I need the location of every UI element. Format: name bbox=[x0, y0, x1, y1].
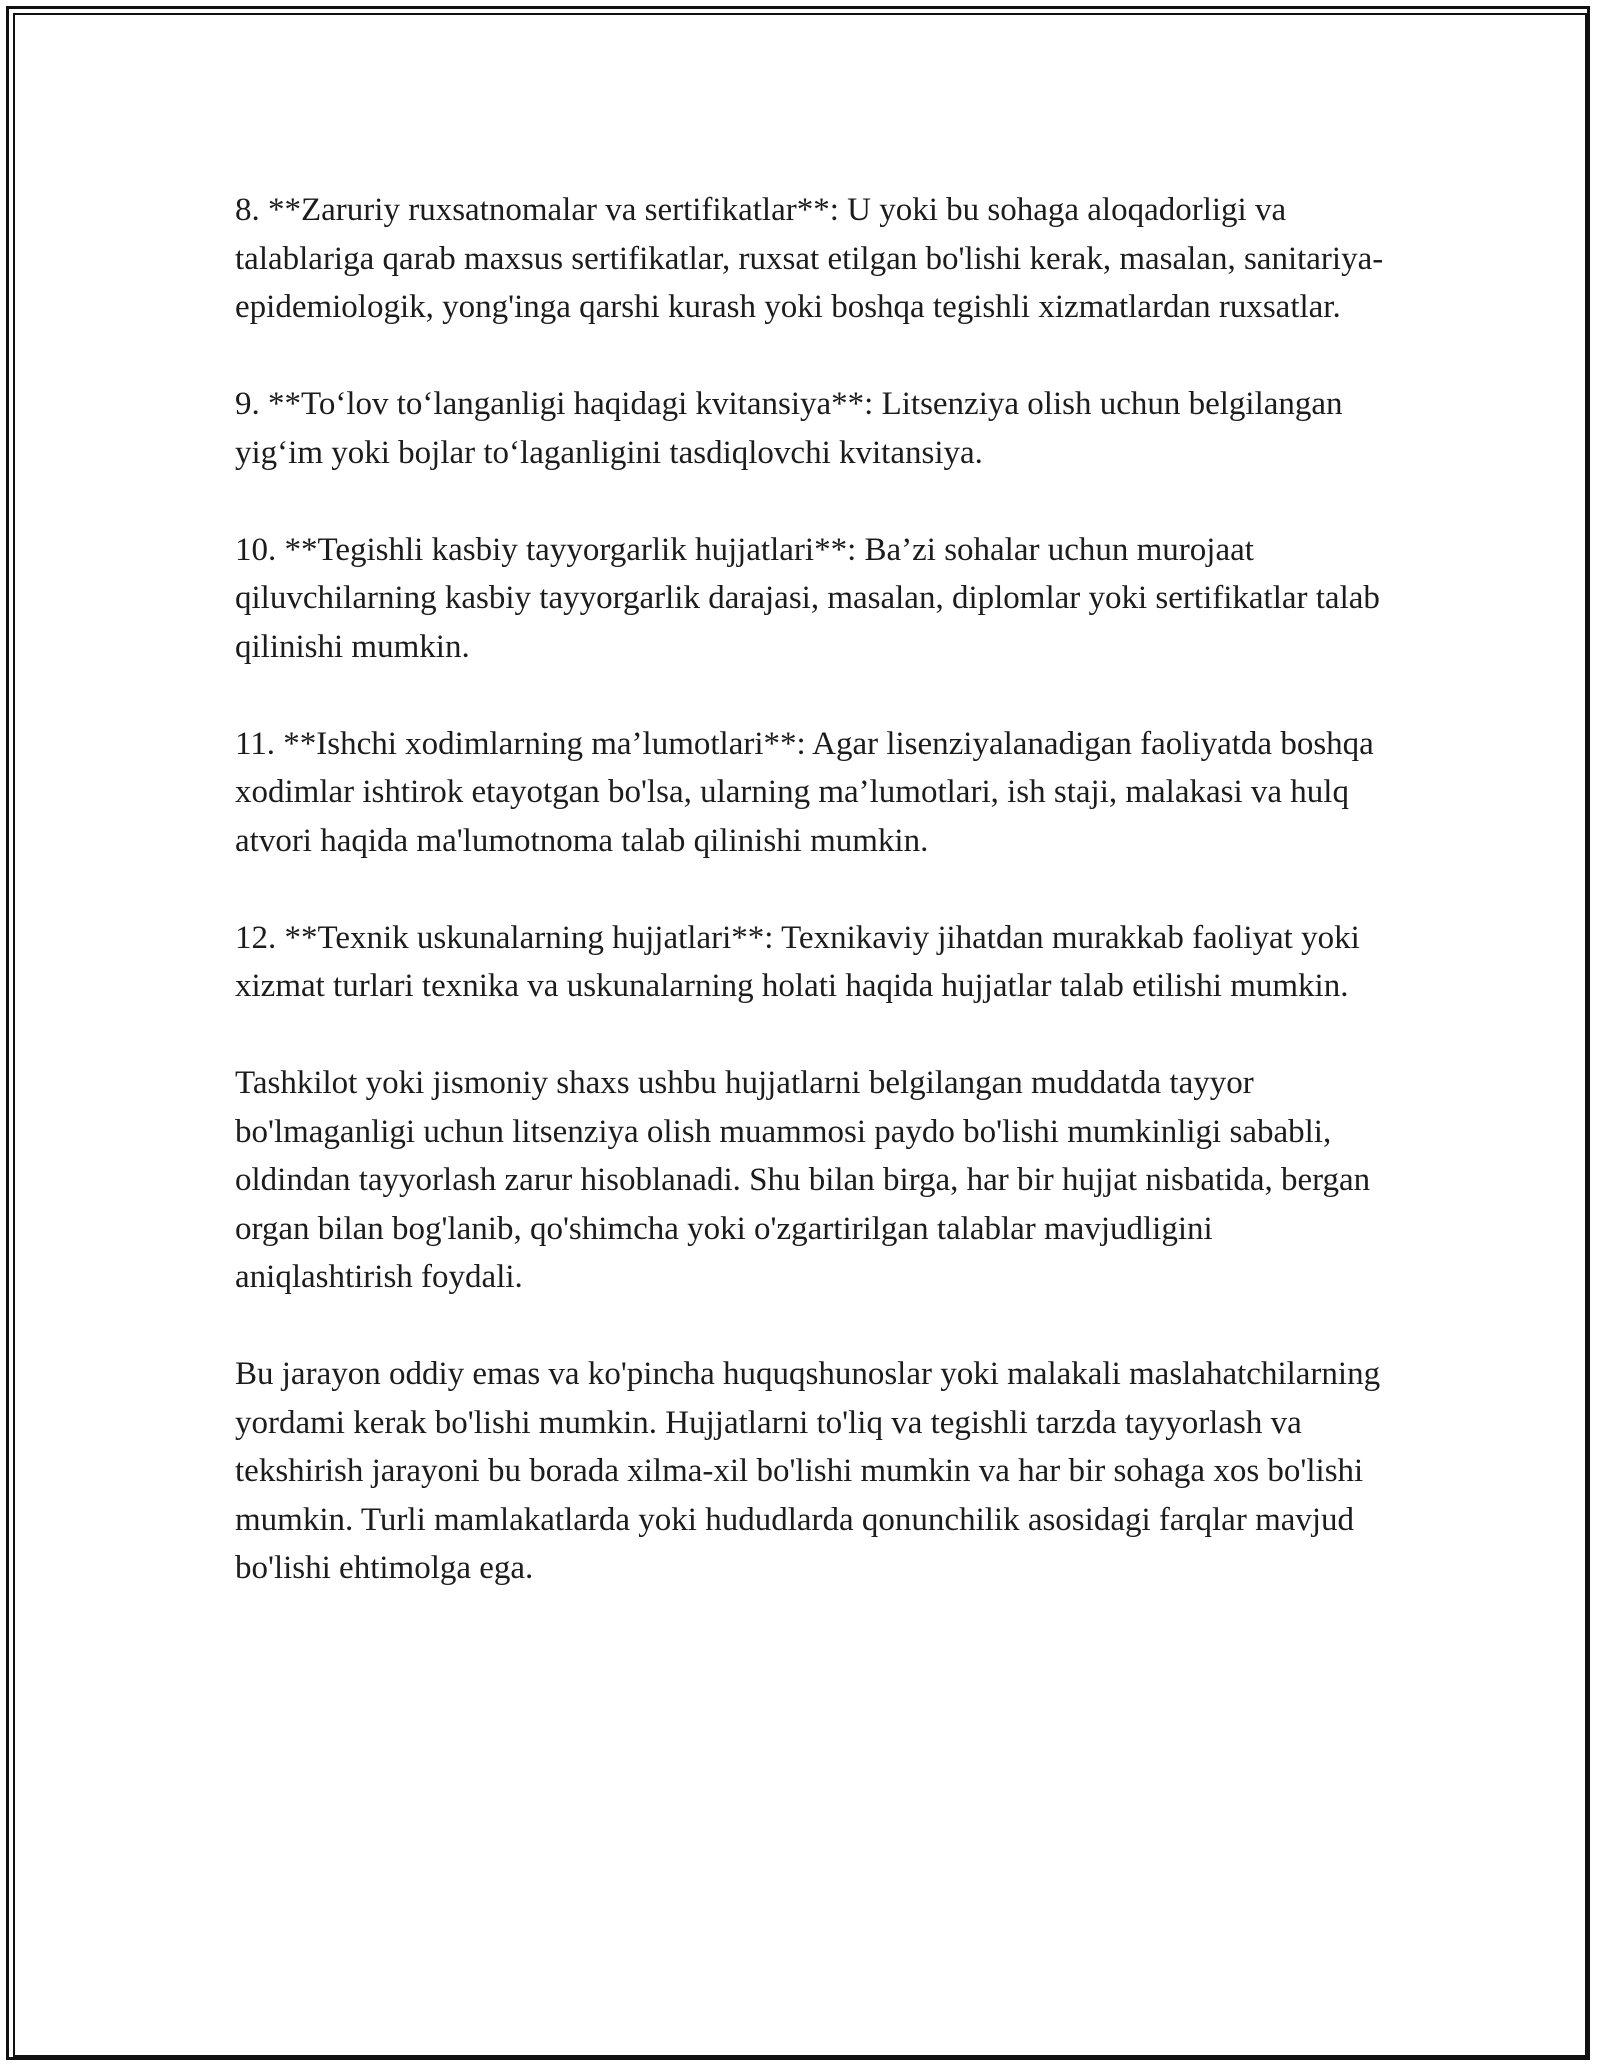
paragraph-item-12: 12. **Texnik uskunalarning hujjatlari**: Texnikaviy jihatdan murakkab faoliyat yoki xizmat turlari texnika va uskunalarning holati haqida hujjatlar talab etilishi mumkin. bbox=[235, 919, 1360, 1004]
paragraph-item-8: 8. **Zaruriy ruxsatnomalar va sertifikatlar**: U yoki bu sohaga aloqadorligi va talablariga qarab maxsus sertifikatlar, ruxsat etilgan bo'lishi kerak, masalan, sanitariya-epidemiologik, yong'inga qarshi kurash yoki boshqa tegishli xizmatlardan ruxsatlar. bbox=[235, 192, 1384, 325]
paragraph-item-11: 11. **Ishchi xodimlarning ma’lumotlari**: Agar lisenziyalanadigan faoliyatda boshqa xodimlar ishtirok etayotgan bo'lsa, ularning ma’lumotlari, ish staji, malakasi va hulq atvori haqida ma'lumotnoma talab qilinishi mumkin. bbox=[235, 725, 1374, 859]
paragraph-summary: Tashkilot yoki jismoniy shaxs ushbu hujjatlarni belgilangan muddatda tayyor bo'lmaganligi uchun litsenziya olish muammosi paydo bo'lishi mumkinligi sababli, oldindan tayyorlash zarur hisoblanadi. Shu bilan birga, har bir hujjat nisbatida, bergan organ bilan bog'lanib, qo'shimcha yoki o'zgartirilgan talablar mavjudligini aniqlashtirish foydali. bbox=[235, 1065, 1371, 1295]
paragraph-item-9: 9. **To‘lov to‘langanligi haqidagi kvitansiya**: Litsenziya olish uchun belgilangan yig‘im yoki bojlar to‘laganligini tasdiqlovchi kvitansiya. bbox=[235, 386, 1343, 471]
document-body bbox=[235, 186, 1385, 1641]
paragraph-item-10: 10. **Tegishli kasbiy tayyorgarlik hujjatlari**: Ba’zi sohalar uchun murojaat qiluvchilarning kasbiy tayyorgarlik darajasi, masalan, diplomlar yoki sertifikatlar talab qilinishi mumkin. bbox=[235, 531, 1380, 665]
paragraph-conclusion: Bu jarayon oddiy emas va ko'pincha huquqshunoslar yoki malakali maslahatchilarning yordami kerak bo'lishi mumkin. Hujjatlarni to'liq va tegishli tarzda tayyorlash va tekshirish jarayoni bu borada xilma-xil bo'lishi mumkin va har bir sohaga xos bo'lishi mumkin. Turli mamlakatlarda yoki hududlarda qonunchilik asosidagi farqlar mavjud bo'lishi ehtimolga ega. bbox=[235, 1356, 1381, 1586]
